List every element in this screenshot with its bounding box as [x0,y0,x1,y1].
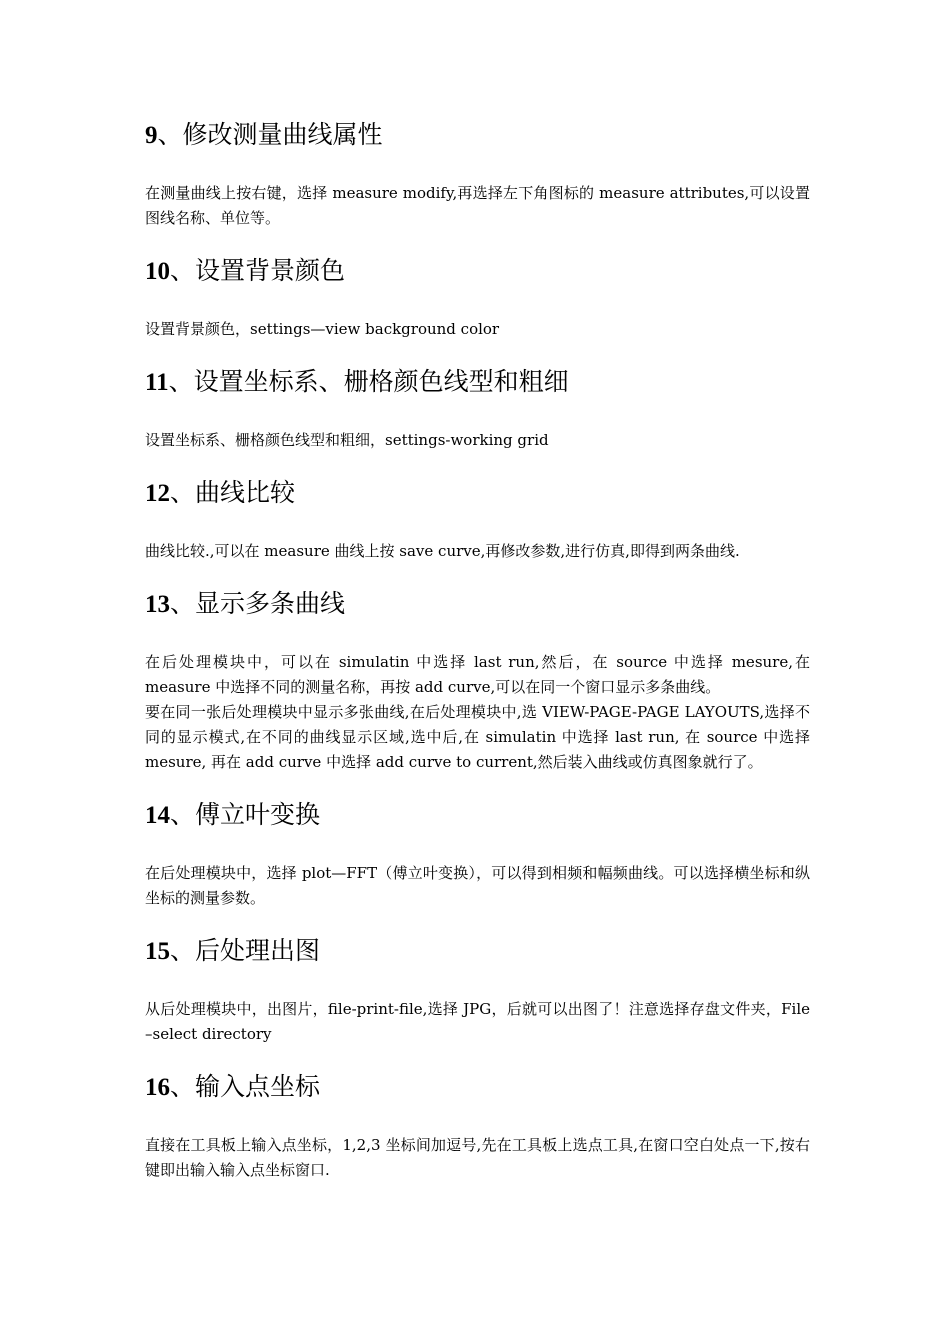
section-title: 、设置背景颜色 [170,256,346,285]
section-number: 10 [145,258,170,285]
section-paragraph: 从后处理模块中，出图片，file-print-file,选择 JPG，后就可以出图了！注意选择存盘文件夹，File –select directory [145,1000,810,1043]
section-number: 11 [145,369,169,396]
section-9 [145,118,810,231]
section-title: 、设置坐标系、栅格颜色线型和粗细 [168,367,569,396]
section-title: 、显示多条曲线 [170,589,346,618]
section-15 [145,934,810,1047]
document-page [145,118,810,1183]
section-paragraph: 要在同一张后处理模块中显示多张曲线,在后处理模块中,选 VIEW-PAGE-PAGE LAYOUTS,选择不同的显示模式,在不同的曲线显示区域,选中后,在 simulatin 中选择 last run, 在 source 中选择 mesure, 再在 add curve 中选择 add curve to current,然后装入曲线或仿真图象就行了。 [145,703,810,771]
section-title: 、输入点坐标 [170,1072,321,1101]
section-paragraph: 在后处理模块中，可以在 simulatin 中选择 last run,然后，在 source 中选择 mesure,在 measure 中选择不同的测量名称，再按 add curve,可以在同一个窗口显示多条曲线。 [145,653,810,696]
section-heading [145,798,810,833]
section-title: 、修改测量曲线属性 [157,120,383,149]
section-number: 13 [145,591,170,618]
section-paragraph: 曲线比较.,可以在 measure 曲线上按 save curve,再修改参数,进行仿真,即得到两条曲线. [145,542,740,560]
section-11 [145,365,810,453]
section-title: 、后处理出图 [170,936,321,965]
section-number: 15 [145,938,170,965]
section-heading [145,934,810,969]
section-paragraph: 在后处理模块中，选择 plot—FFT（傅立叶变换），可以得到相频和幅频曲线。可以选择横坐标和纵坐标的测量参数。 [145,864,810,907]
section-12 [145,476,810,564]
section-heading [145,365,810,400]
section-heading [145,1070,810,1105]
section-heading [145,118,810,153]
section-heading [145,476,810,511]
section-10 [145,254,810,342]
section-number: 16 [145,1074,170,1101]
section-title: 、曲线比较 [170,478,296,507]
section-number: 12 [145,480,170,507]
section-13 [145,587,810,775]
section-14 [145,798,810,911]
section-paragraph: 直接在工具板上输入点坐标，1,2,3 坐标间加逗号,先在工具板上选点工具,在窗口空白处点一下,按右键即出输入输入点坐标窗口. [145,1136,810,1179]
section-paragraph: 在测量曲线上按右键，选择 measure modify,再选择左下角图标的 measure attributes,可以设置图线名称、单位等。 [145,184,810,227]
section-heading [145,587,810,622]
section-paragraph: 设置背景颜色，settings—view background color [145,320,500,338]
section-paragraph: 设置坐标系、栅格颜色线型和粗细，settings-working grid [145,431,549,449]
section-number: 14 [145,802,170,829]
section-title: 、傅立叶变换 [170,800,321,829]
section-number: 9 [145,122,158,149]
section-16 [145,1070,810,1183]
section-heading [145,254,810,289]
